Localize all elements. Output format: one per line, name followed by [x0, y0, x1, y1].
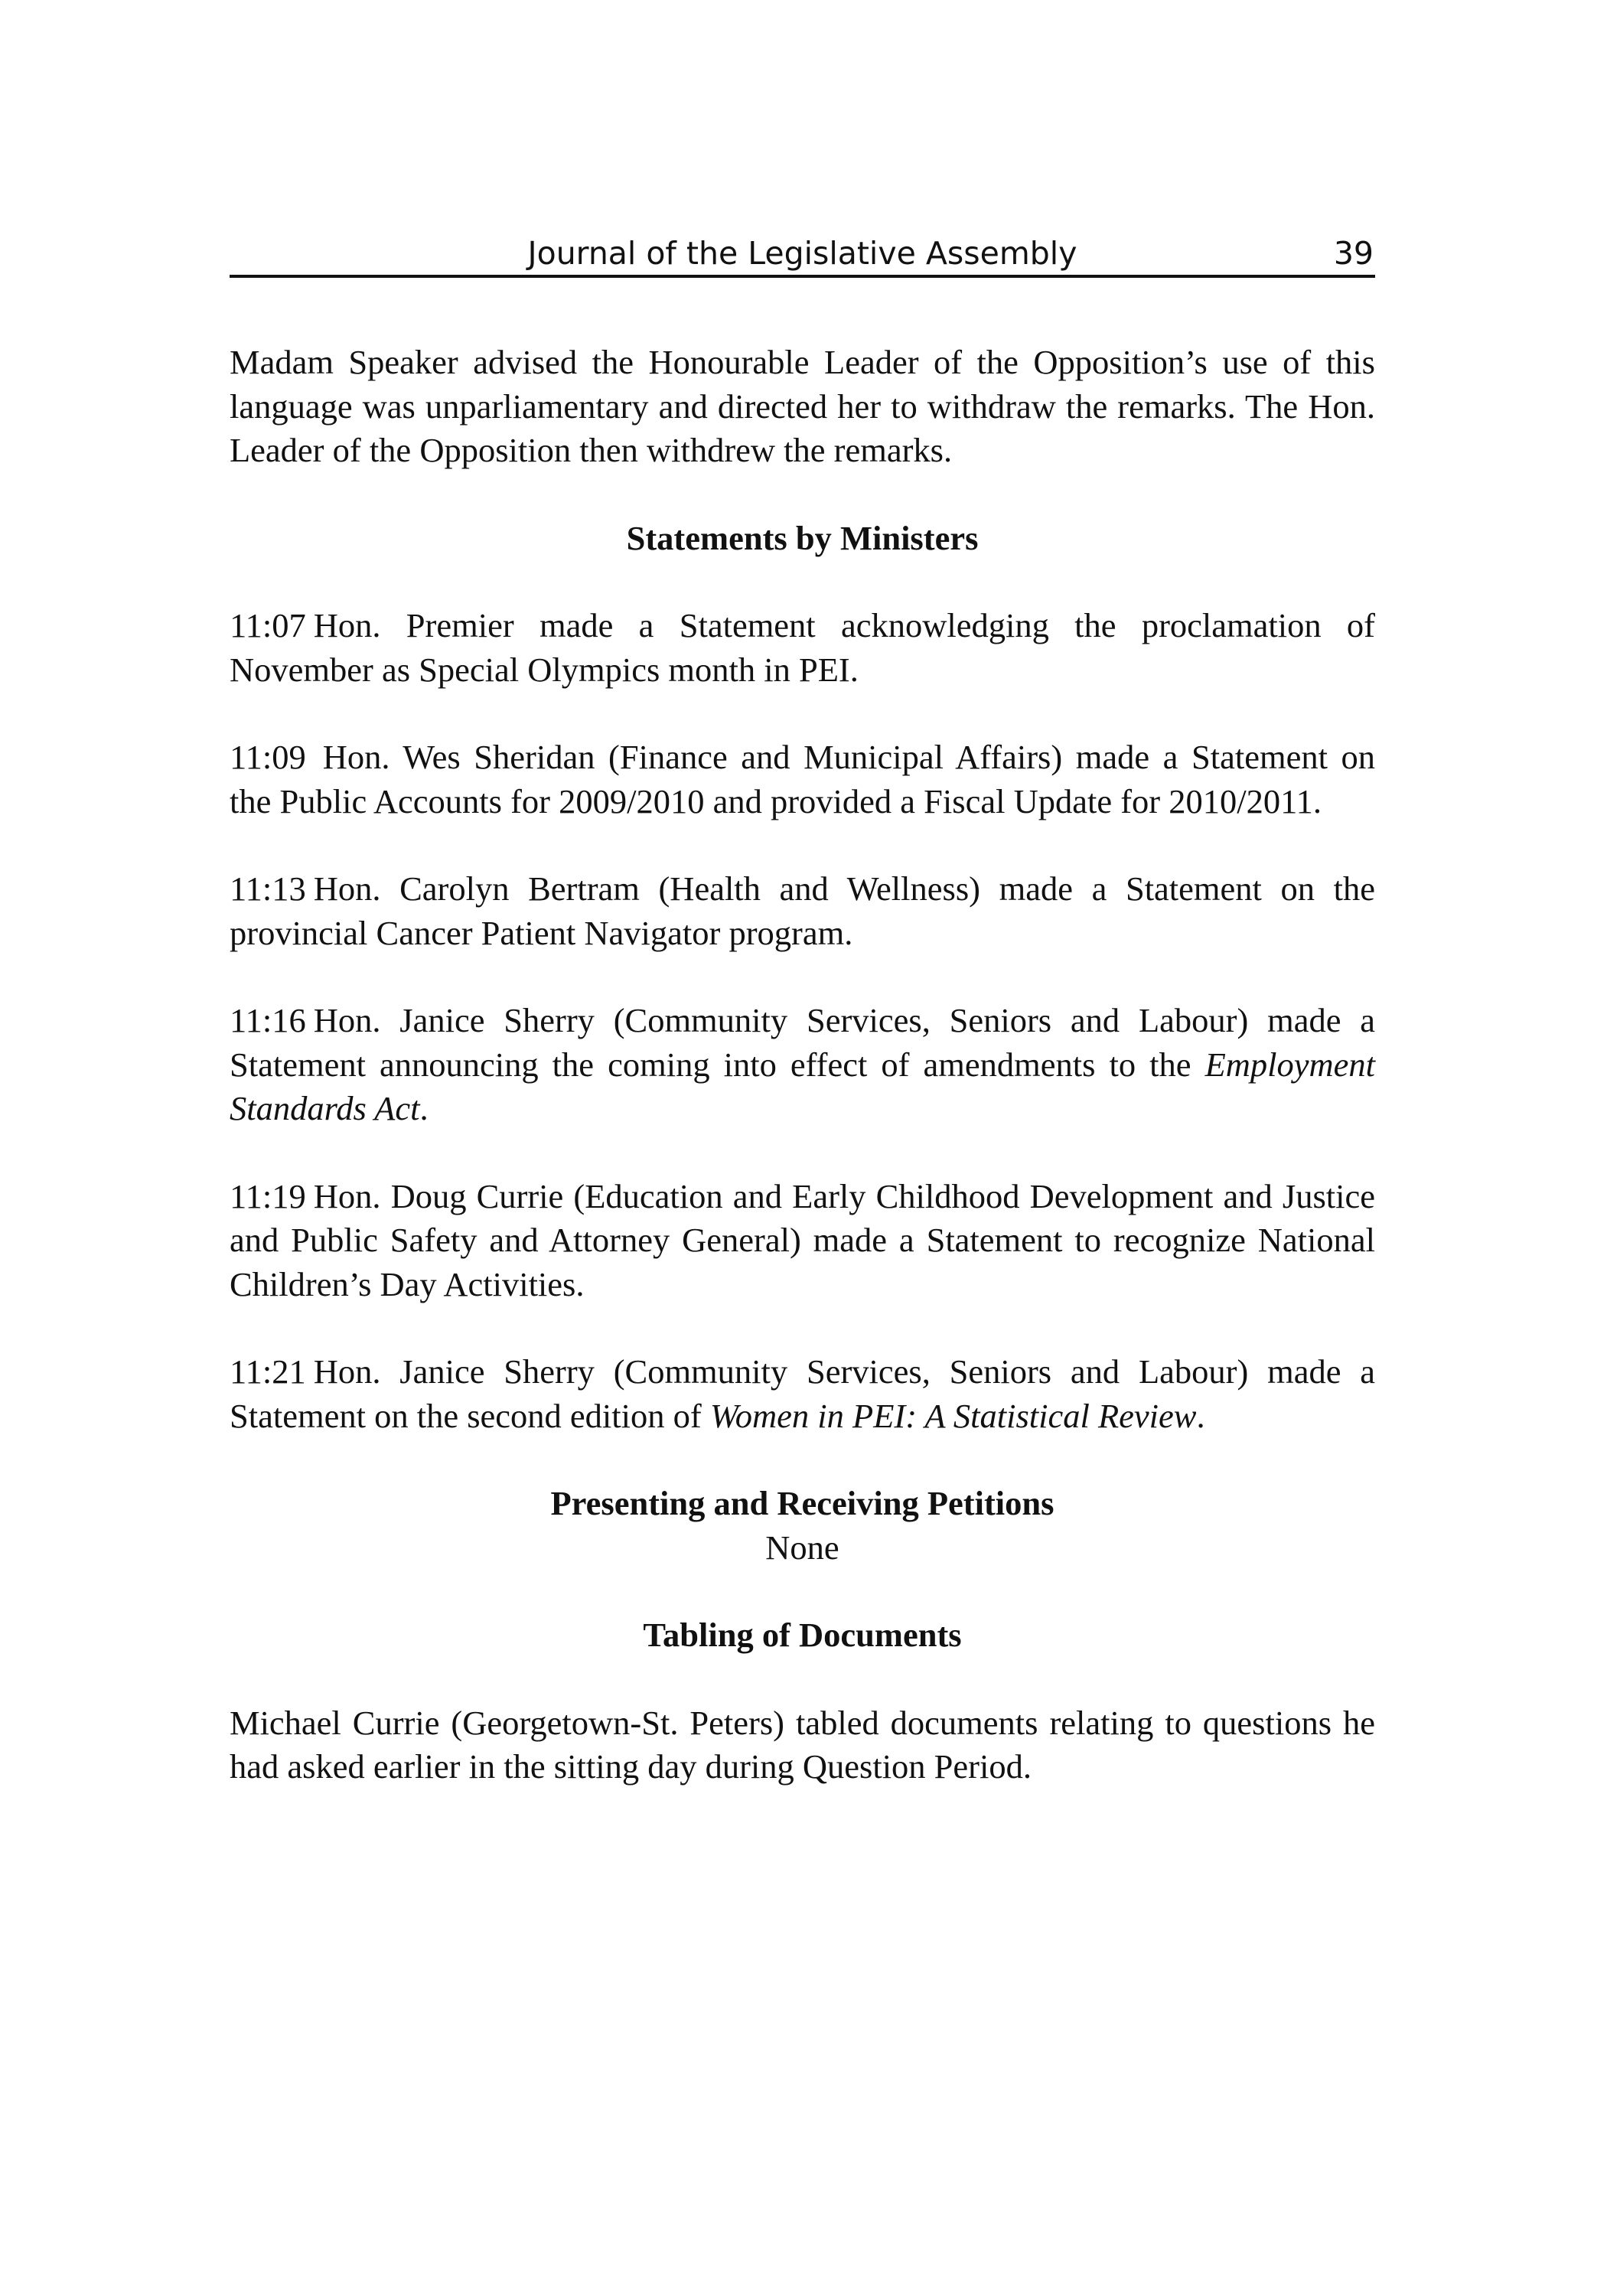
statement-text: Hon. Wes Sheridan (Finance and Municipal Affairs) made a Statement on the Public Accounts for 2009/2010 and provided a Fiscal Update for 2010/2011.: [230, 738, 1375, 820]
opening-text: Madam Speaker advised the Honourable Leader of the Opposition’s use of this language was unparliamentary and directed her to withdraw the remarks. The Hon. Leader of the Opposition then withdrew the remarks.: [230, 343, 1375, 469]
statement-entry: [230, 735, 1375, 823]
statement-text: Hon. Premier made a Statement acknowledging the proclamation of November as Special Olympics month in PEI.: [230, 606, 1375, 689]
journal-page: [230, 0, 1375, 2296]
statement-time: 11:21: [230, 1352, 306, 1391]
statement-entry: [230, 999, 1375, 1131]
running-header: [230, 232, 1375, 278]
statement-entry: [230, 604, 1375, 692]
body-text: [230, 341, 1375, 1833]
statement-end: .: [419, 1089, 429, 1127]
act-title: Employment Standards Act: [230, 1045, 1376, 1127]
statement-end: .: [1196, 1396, 1205, 1435]
tabling-text: Michael Currie (Georgetown-St. Peters) tabled documents relating to questions he had asked earlier in the sitting day during Question Period.: [230, 1703, 1375, 1786]
statement-text: Hon. Doug Currie (Education and Early Childhood Development and Justice and Public Safety and Attorney General) made a Statement to recognize National Children’s Day Activities.: [230, 1176, 1375, 1303]
statement-time: 11:19: [230, 1176, 306, 1215]
page-number: 39: [1333, 235, 1374, 272]
statement-time: 11:13: [230, 869, 306, 908]
petitions-none: None: [765, 1528, 839, 1567]
statement-text: Hon. Janice Sherry (Community Services, Seniors and Labour) made a Statement on the second edition of: [230, 1352, 1375, 1435]
statement-entry: [230, 1175, 1375, 1307]
running-title: Journal of the Legislative Assembly: [527, 235, 1077, 272]
statement-time: 11:09: [230, 738, 306, 776]
statement-text: Hon. Carolyn Bertram (Health and Wellness) made a Statement on the provincial Cancer Patient Navigator program.: [230, 869, 1375, 952]
statement-text: Hon. Janice Sherry (Community Services, Seniors and Labour) made a Statement announcing the coming into effect of amendments to the: [230, 1001, 1375, 1084]
section-heading-statements: Statements by Ministers: [626, 518, 979, 557]
statement-entry: [230, 867, 1375, 955]
tabling-paragraph: [230, 1701, 1375, 1789]
statement-time: 11:07: [230, 606, 306, 644]
opening-paragraph: [230, 341, 1375, 473]
section-heading-petitions: Presenting and Receiving Petitions: [550, 1484, 1054, 1522]
section-petitions: [230, 1482, 1375, 1570]
section-heading-tabling: Tabling of Documents: [643, 1616, 962, 1654]
statement-entry: [230, 1350, 1375, 1438]
publication-title: Women in PEI: A Statistical Review: [709, 1396, 1197, 1435]
statement-time: 11:16: [230, 1001, 306, 1039]
